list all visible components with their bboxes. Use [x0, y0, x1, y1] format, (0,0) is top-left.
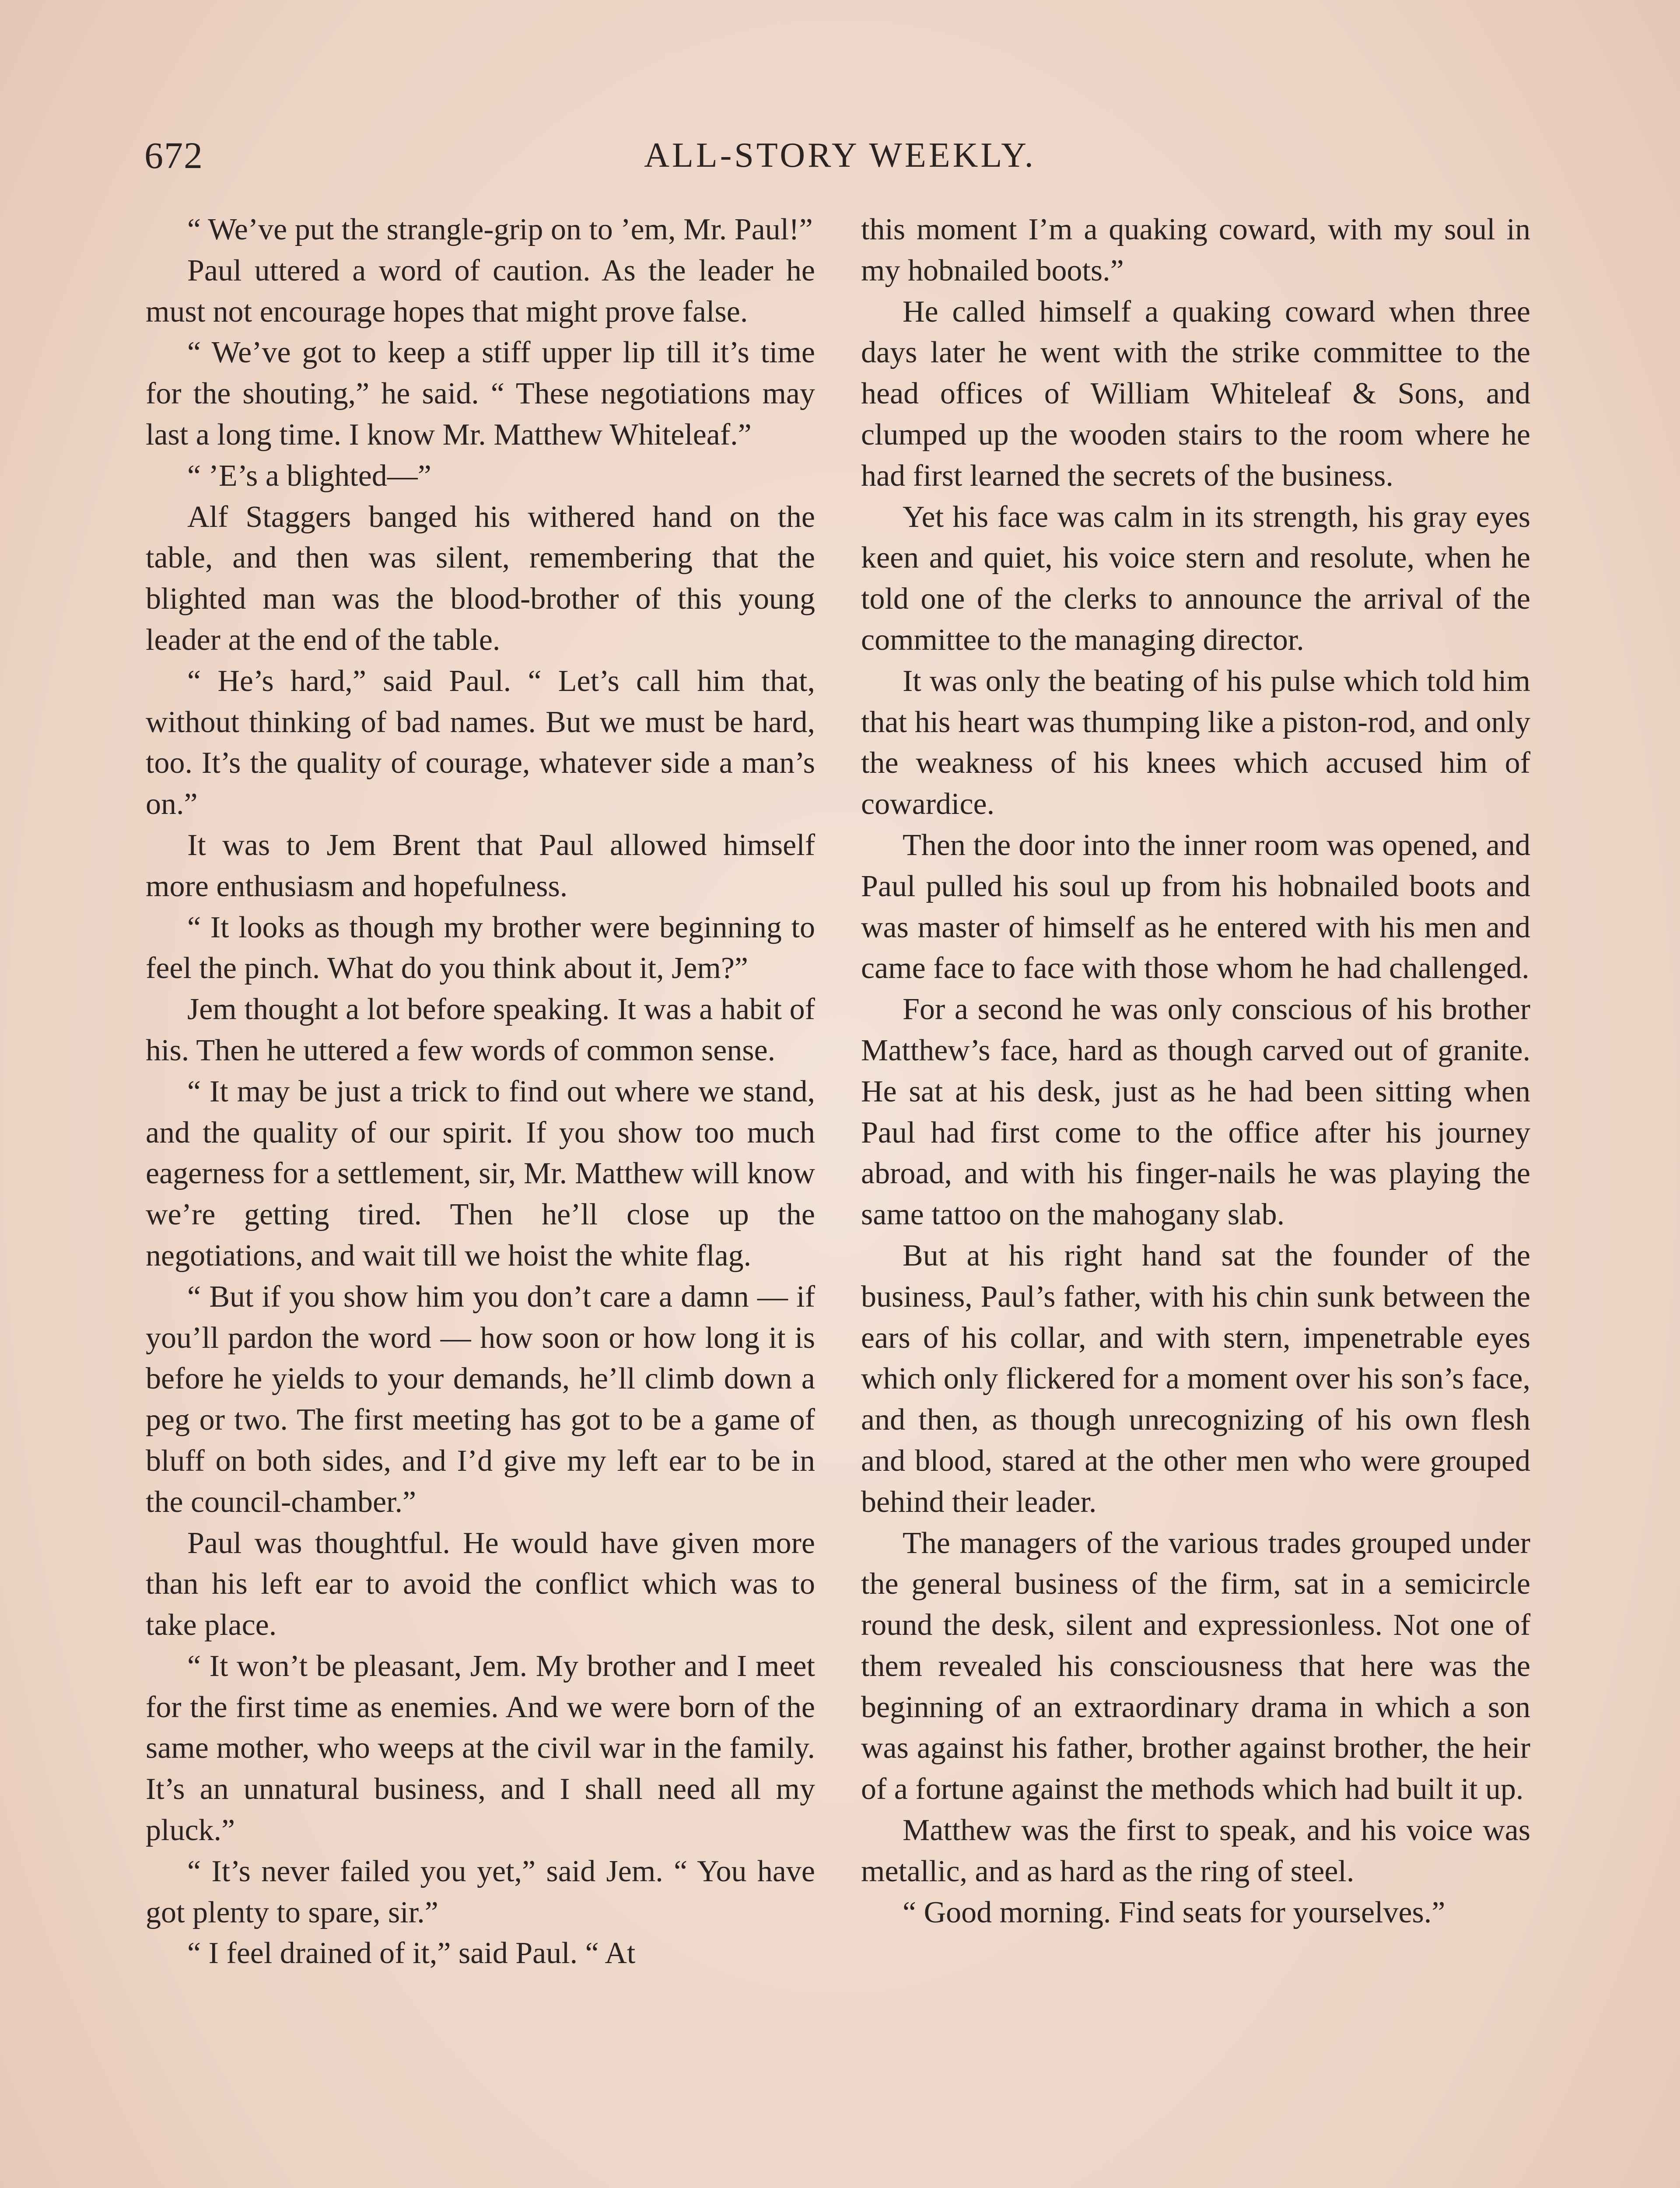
paragraph: It was only the beating of his pulse which told him that his heart was thumping like a piston-rod, and only the weakness of his knees which accused him of cowardice.: [861, 664, 1530, 821]
paragraph: “ I feel drained of it,” said Paul. “ At: [187, 1936, 636, 1971]
paragraph: Paul uttered a word of caution. As the leader he must not encourage hopes that might prove false.: [146, 253, 815, 329]
paragraph: It was to Jem Brent that Paul allowed himself more enthusiasm and hopefulness.: [146, 828, 815, 903]
right-column: [861, 209, 1530, 1933]
paragraph: Alf Staggers banged his withered hand on the table, and then was silent, remembering that the blighted man was the blood-brother of this young leader at the end of the table.: [146, 500, 815, 657]
paragraph: He called himself a quaking coward when three days later he went with the strike committee to the head offices of William Whiteleaf & Sons, and clumped up the wooden stairs to the room where he had first learned the secrets of the business.: [861, 295, 1530, 493]
paragraph: But at his right hand sat the founder of the business, Paul’s father, with his chin sunk between the ears of his collar, and with stern, impenetrable eyes which only flickered for a moment over his son’s face, and then, as though unrecognizing of his own flesh and blood, stared at the other men who were grouped behind their leader.: [861, 1238, 1530, 1519]
paragraph: Jem thought a lot before speaking. It was a habit of his. Then he uttered a few words of common sense.: [146, 992, 815, 1067]
paragraph: “ We’ve got to keep a stiff upper lip till it’s time for the shouting,” he said. “ These negotiations may last a long time. I know Mr. Matthew Whiteleaf.”: [146, 336, 815, 452]
paragraph: Then the door into the inner room was opened, and Paul pulled his soul up from his hobnailed boots and was master of himself as he entered with his men and came face to face with those whom he had challenged.: [861, 828, 1530, 985]
paragraph: “ It’s never failed you yet,” said Jem. “ You have got plenty to spare, sir.”: [146, 1854, 815, 1929]
running-head: ALL-STORY WEEKLY.: [644, 136, 1036, 175]
paragraph: Matthew was the first to speak, and his voice was metallic, and as hard as the ring of steel.: [861, 1813, 1530, 1888]
paragraph: The managers of the various trades grouped under the general business of the firm, sat in a semicircle round the desk, silent and expressionless. Not one of them revealed his consciousness that here was the beginning of an extraordinary drama in which a son was against his father, brother against brother, the heir of a fortune against the methods which had built it up.: [861, 1526, 1530, 1806]
paragraph: “ ’E’s a blighted—”: [187, 459, 431, 493]
paragraph: “ Good morning. Find seats for yourselves.”: [903, 1895, 1446, 1929]
paragraph: “ But if you show him you don’t care a damn — if you’ll pardon the word — how soon or how long it is before he yields to your demands, he’ll climb down a peg or two. The first meeting has got to be a game of bluff on both sides, and I’d give my left ear to be in the council-chamber.”: [146, 1280, 815, 1519]
paragraph: “ He’s hard,” said Paul. “ Let’s call him that, without thinking of bad names. But we must be hard, too. It’s the quality of courage, whatever side a man’s on.”: [146, 664, 815, 821]
paragraph: “ We’ve put the strangle-grip on to ’em, Mr. Paul!”: [187, 213, 813, 246]
paragraph: “ It may be just a trick to find out where we stand, and the quality of our spirit. If you show too much eagerness for a settlement, sir, Mr. Matthew will know we’re getting tired. Then he’ll close up the negotiations, and wait till we hoist the white flag.: [146, 1074, 815, 1273]
left-column: [146, 209, 815, 1974]
paragraph: “ It looks as though my brother were beginning to feel the pinch. What do you think about it, Jem?”: [146, 910, 815, 985]
paragraph: Yet his face was calm in its strength, his gray eyes keen and quiet, his voice stern and resolute, when he told one of the clerks to announce the arrival of the committee to the managing director.: [861, 500, 1530, 657]
paragraph: Paul was thoughtful. He would have given more than his left ear to avoid the conflict which was to take place.: [146, 1526, 815, 1642]
page-number: 672: [144, 134, 203, 176]
paragraph: “ It won’t be pleasant, Jem. My brother and I meet for the first time as enemies. And we were born of the same mother, who weeps at the civil war in the family. It’s an unnatural business, and I shall need all my pluck.”: [146, 1649, 815, 1848]
paragraph: For a second he was only conscious of his brother Matthew’s face, hard as though carved out of granite. He sat at his desk, just as he had been sitting when Paul had first come to the office after his journey abroad, and with his finger-nails he was playing the same tattoo on the mahogany slab.: [861, 992, 1530, 1232]
paragraph-continued: this moment I’m a quaking coward, with my soul in my hobnailed boots.”: [861, 213, 1530, 288]
